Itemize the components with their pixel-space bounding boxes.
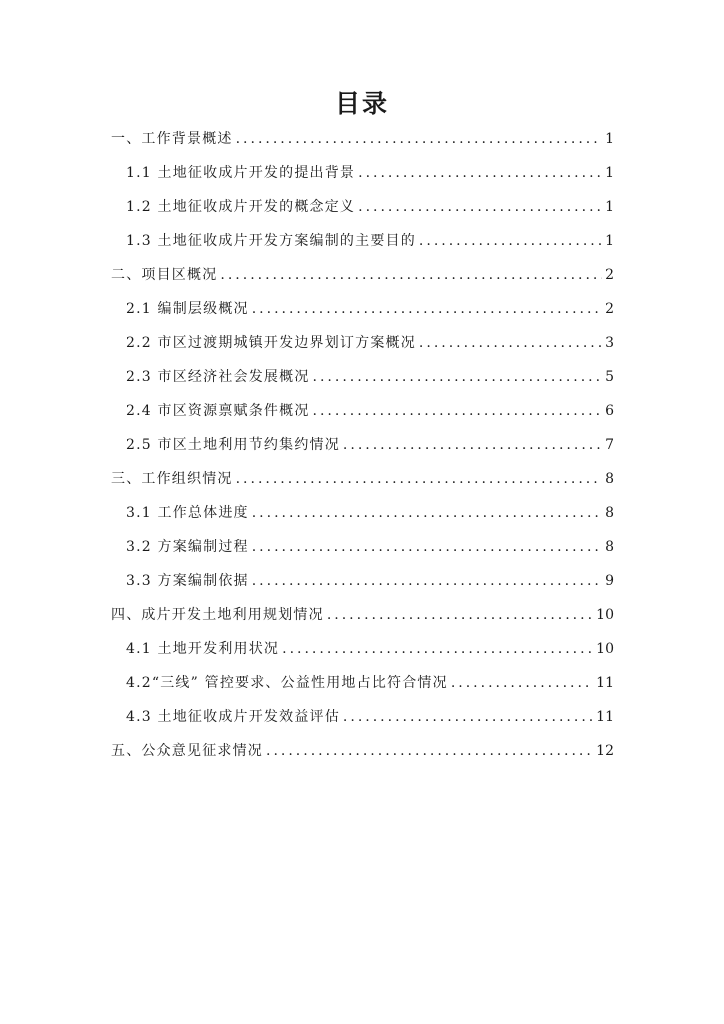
toc-dot-leader <box>358 156 602 190</box>
toc-entry-page-number: 8 <box>605 539 614 555</box>
toc-entry-page-number: 11 <box>596 709 614 725</box>
toc-dot-leader <box>313 360 603 394</box>
table-of-contents <box>111 122 614 768</box>
toc-entry-page-number: 10 <box>596 607 614 623</box>
toc-entry-label: 一、工作背景概述 <box>111 131 233 147</box>
toc-entry-page-number: 8 <box>605 471 614 487</box>
toc-entry-page-number: 9 <box>605 573 614 589</box>
toc-entry-label: 五、公众意见征求情况 <box>111 743 263 759</box>
toc-entry-page-number: 1 <box>605 131 614 147</box>
toc-entry-page-number: 2 <box>605 267 614 283</box>
toc-entry-label: 1.3 土地征收成片开发方案编制的主要目的 <box>126 233 416 249</box>
toc-entry[interactable] <box>111 666 614 700</box>
toc-entry-label: 二、项目区概况 <box>111 267 218 283</box>
toc-dot-leader <box>236 122 602 156</box>
toc-entry[interactable] <box>111 360 614 394</box>
toc-entry-label: 3.3 方案编制依据 <box>126 573 249 589</box>
toc-entry-label: 三、工作组织情况 <box>111 471 233 487</box>
toc-entry[interactable] <box>111 394 614 428</box>
toc-entry-label: 1.2 土地征收成片开发的概念定义 <box>126 199 356 215</box>
toc-entry-label: 4.2“三线” 管控要求、公益性用地占比符合情况 <box>126 675 448 691</box>
toc-title: 目录 <box>334 89 389 118</box>
toc-dot-leader <box>252 530 602 564</box>
toc-entry[interactable] <box>111 122 614 156</box>
toc-dot-leader <box>266 734 593 768</box>
toc-entry-page-number: 1 <box>605 233 614 249</box>
toc-entry-label: 3.1 工作总体进度 <box>126 505 249 521</box>
toc-entry-label: 1.1 土地征收成片开发的提出背景 <box>126 165 356 181</box>
toc-entry-label: 2.4 市区资源禀赋条件概况 <box>126 403 310 419</box>
toc-entry-label: 4.3 土地征收成片开发效益评估 <box>126 709 340 725</box>
toc-entry[interactable] <box>111 258 614 292</box>
toc-entry-page-number: 12 <box>596 743 614 759</box>
toc-dot-leader <box>252 292 602 326</box>
toc-entry-page-number: 3 <box>605 335 614 351</box>
toc-entry-page-number: 1 <box>605 165 614 181</box>
toc-entry-label: 3.2 方案编制过程 <box>126 539 249 555</box>
toc-dot-leader <box>419 224 602 258</box>
toc-entry[interactable] <box>111 530 614 564</box>
toc-entry[interactable] <box>111 564 614 598</box>
toc-entry-label: 四、成片开发土地利用规划情况 <box>111 607 324 623</box>
toc-entry-page-number: 11 <box>596 675 614 691</box>
toc-entry[interactable] <box>111 462 614 496</box>
toc-entry-page-number: 1 <box>605 199 614 215</box>
toc-dot-leader <box>343 700 593 734</box>
toc-dot-leader <box>358 190 602 224</box>
toc-entry[interactable] <box>111 496 614 530</box>
toc-entry-label: 2.3 市区经济社会发展概况 <box>126 369 310 385</box>
toc-entry-label: 4.1 土地开发利用状况 <box>126 641 280 657</box>
toc-entry[interactable] <box>111 598 614 632</box>
toc-entry[interactable] <box>111 156 614 190</box>
toc-entry-page-number: 2 <box>605 301 614 317</box>
toc-entry[interactable] <box>111 190 614 224</box>
toc-entry[interactable] <box>111 428 614 462</box>
toc-dot-leader <box>236 462 602 496</box>
toc-entry-label: 2.1 编制层级概况 <box>126 301 249 317</box>
toc-dot-leader <box>327 598 593 632</box>
toc-entry[interactable] <box>111 326 614 360</box>
toc-entry-label: 2.5 市区土地利用节约集约情况 <box>126 437 340 453</box>
toc-entry[interactable] <box>111 224 614 258</box>
toc-entry-label: 2.2 市区过渡期城镇开发边界划订方案概况 <box>126 335 416 351</box>
toc-entry-page-number: 7 <box>605 437 614 453</box>
toc-dot-leader <box>313 394 603 428</box>
toc-dot-leader <box>419 326 602 360</box>
toc-entry[interactable] <box>111 734 614 768</box>
toc-entry-page-number: 8 <box>605 505 614 521</box>
toc-entry-page-number: 5 <box>605 369 614 385</box>
toc-entry-page-number: 6 <box>605 403 614 419</box>
toc-entry[interactable] <box>111 632 614 666</box>
toc-dot-leader <box>252 564 602 598</box>
toc-entry-page-number: 10 <box>596 641 614 657</box>
toc-dot-leader <box>220 258 602 292</box>
toc-dot-leader <box>343 428 602 462</box>
toc-dot-leader <box>252 496 602 530</box>
toc-dot-leader <box>282 632 593 666</box>
toc-entry[interactable] <box>111 292 614 326</box>
toc-entry[interactable] <box>111 700 614 734</box>
toc-dot-leader <box>451 666 593 700</box>
